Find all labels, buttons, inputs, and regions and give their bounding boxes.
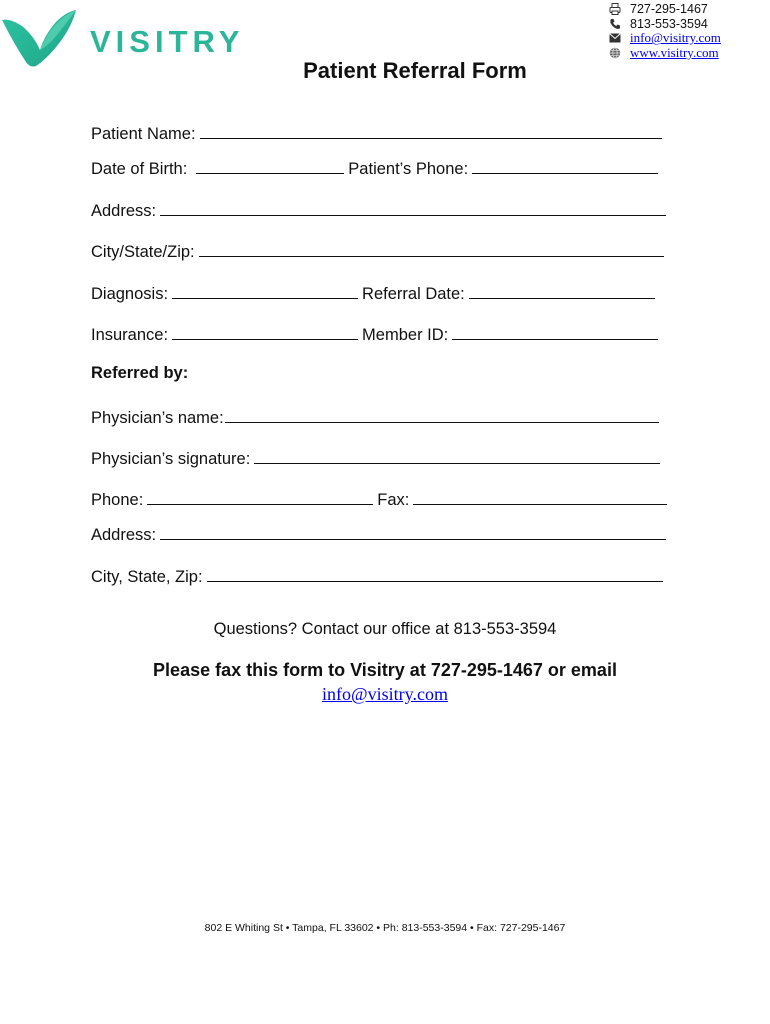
referrer-address-label: Address: [91, 526, 157, 544]
physician-name-label: Physician’s name: [91, 409, 224, 427]
dob-phone-row [91, 157, 662, 179]
contact-info [608, 2, 768, 60]
fax-email-link[interactable]: info@visitry.com [322, 684, 448, 704]
city-row [91, 240, 668, 262]
patient-phone-field[interactable] [472, 157, 658, 174]
referrer-city-row [91, 565, 667, 587]
referrer-city-field[interactable] [207, 565, 663, 582]
contact-note: Questions? Contact our office at 813-553-3594 [213, 620, 557, 638]
insurance-field[interactable] [172, 323, 358, 340]
insurance-label: Insurance: [91, 326, 169, 344]
physician-name-field[interactable] [225, 406, 659, 423]
insurance-row [91, 323, 662, 345]
member-id-field[interactable] [452, 323, 658, 340]
referred-by-heading: Referred by: [91, 364, 189, 382]
diagnosis-label: Diagnosis: [91, 285, 169, 303]
dob-label: Date of Birth: [91, 160, 188, 178]
phone-icon [608, 18, 622, 30]
city-field[interactable] [199, 240, 664, 257]
globe-icon [608, 47, 622, 59]
physician-signature-label: Physician’s signature: [91, 450, 251, 468]
footer-address: 802 E Whiting St • Tampa, FL 33602 • Ph: 813-553-3594 • Fax: 727-295-1467 [204, 922, 566, 934]
contact-phone-row [608, 17, 768, 32]
contact-fax: 727-295-1467 [630, 2, 708, 17]
referrer-phone-label: Phone: [91, 491, 144, 509]
diagnosis-field[interactable] [172, 282, 358, 299]
physician-signature-field[interactable] [254, 447, 660, 464]
address-field[interactable] [160, 199, 666, 216]
physician-name-row [91, 406, 663, 428]
dob-field[interactable] [196, 157, 344, 174]
contact-phone: 813-553-3594 [630, 16, 708, 31]
physician-signature-row [91, 447, 664, 469]
envelope-icon [608, 32, 622, 44]
patient-phone-label: Patient’s Phone: [348, 160, 469, 178]
phone-fax-row [91, 488, 671, 510]
fax-email-wrapper [0, 684, 770, 705]
contact-email-row [608, 31, 768, 46]
referrer-fax-label: Fax: [377, 491, 410, 509]
referrer-address-field[interactable] [160, 523, 666, 540]
patient-name-field[interactable] [200, 122, 662, 139]
contact-website-link[interactable]: www.visitry.com [630, 44, 719, 60]
contact-email-link[interactable]: info@visitry.com [630, 30, 721, 46]
member-id-label: Member ID: [362, 326, 449, 344]
page-title: Patient Referral Form [303, 58, 527, 83]
fax-icon [608, 3, 622, 15]
diagnosis-row [91, 282, 659, 304]
brand-name: VISITRY [90, 24, 245, 59]
referral-date-field[interactable] [469, 282, 655, 299]
patient-name-row [91, 122, 666, 144]
referrer-phone-field[interactable] [147, 488, 373, 505]
referrer-city-label: City, State, Zip: [91, 568, 203, 586]
address-row [91, 199, 670, 221]
patient-name-label: Patient Name: [91, 125, 196, 143]
referrer-fax-field[interactable] [413, 488, 667, 505]
city-label: City/State/Zip: [91, 243, 195, 261]
fax-instructions: Please fax this form to Visitry at 727-295-1467 or email [153, 660, 617, 680]
address-label: Address: [91, 202, 157, 220]
referral-date-label: Referral Date: [362, 285, 465, 303]
referrer-address-row [91, 523, 670, 545]
contact-fax-row [608, 2, 768, 17]
